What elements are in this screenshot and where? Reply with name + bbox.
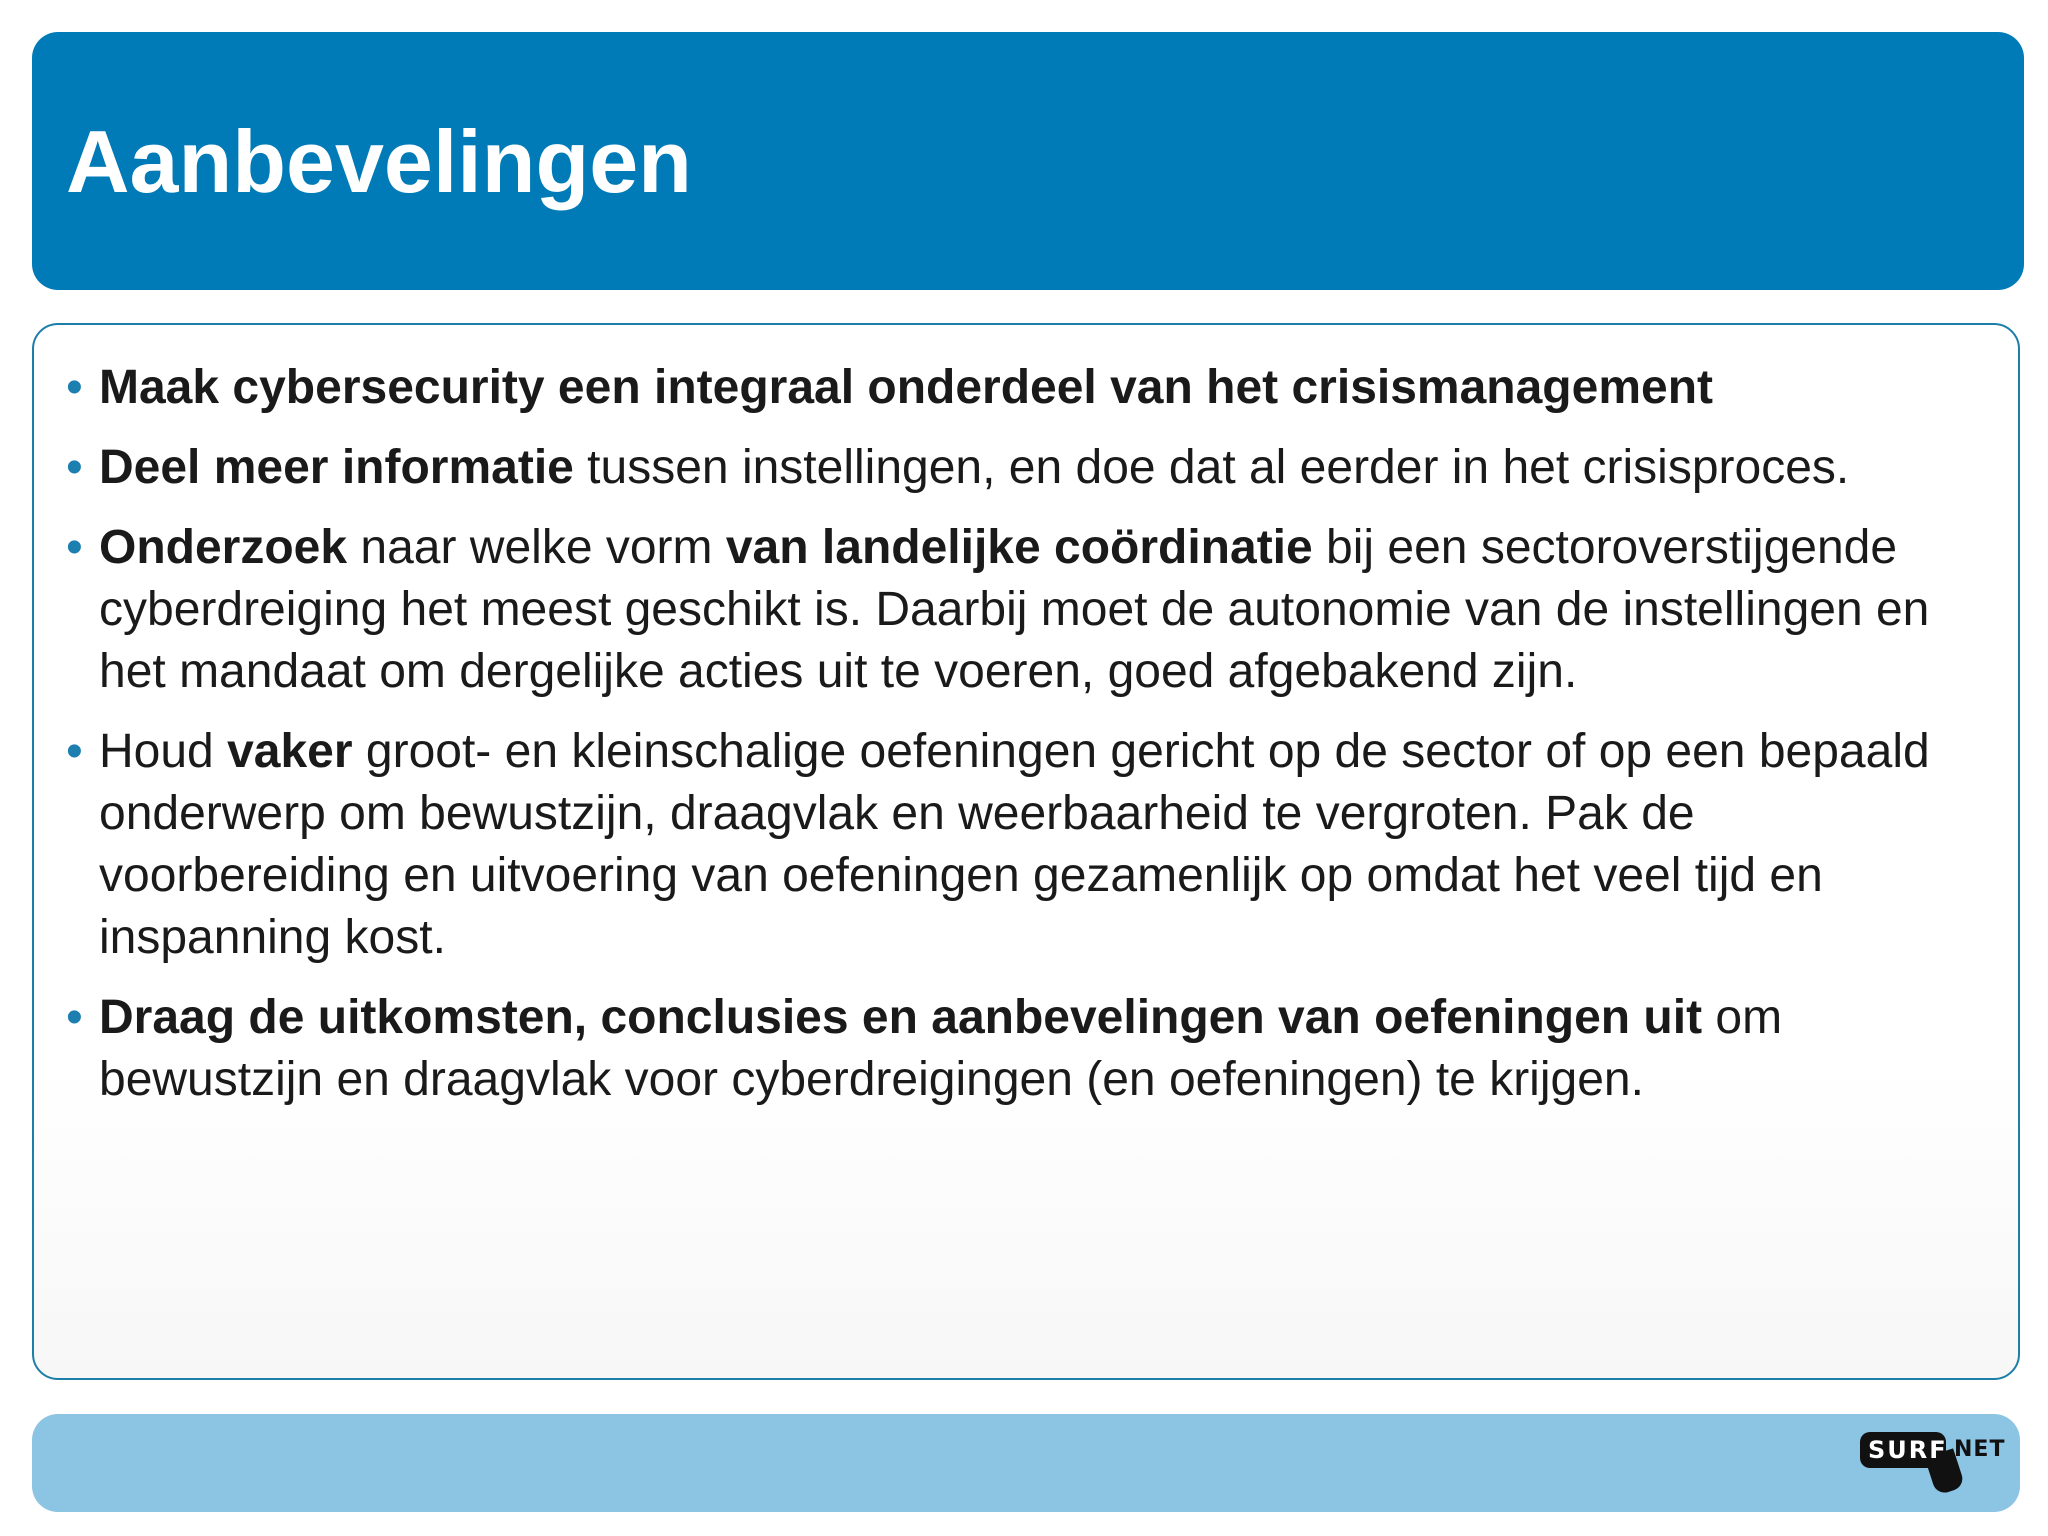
bullet-text: groot- en kleinschalige oefeningen gericht op de sector of op een bepaald onderwerp om bewustzijn, draagvlak en weerbaarheid te vergroten. Pak de voorbereiding en uitvoering van oefeningen gezamenlijk op omdat het veel tijd en inspanning kost. — [99, 725, 1930, 964]
bullet-text-bold: Deel meer informatie — [99, 441, 574, 494]
surfnet-logo — [1860, 1428, 2010, 1498]
bullet-dot-icon: • — [66, 441, 83, 494]
bullet-text: naar welke vorm — [347, 521, 726, 574]
logo-surf-text: SURF — [1868, 1436, 1948, 1464]
bullet-list — [34, 357, 1994, 1129]
content-box — [32, 323, 2020, 1380]
bullet-item — [34, 987, 1994, 1111]
bullet-text-bold: vaker — [227, 725, 353, 778]
bullet-text-bold: van landelijke coördinatie — [725, 521, 1313, 574]
bullet-dot-icon: • — [66, 361, 83, 414]
bullet-text-bold: Onderzoek — [99, 521, 348, 574]
title-bar — [32, 32, 2024, 290]
bullet-dot-icon: • — [66, 991, 83, 1044]
bullet-item — [34, 357, 1994, 419]
slide-title: Aanbevelingen — [66, 112, 692, 211]
bullet-item — [34, 437, 1994, 499]
bullet-text-bold: Maak cybersecurity een integraal onderdeel van het crisismanagement — [99, 361, 1713, 414]
bullet-item — [34, 721, 1994, 969]
bullet-text: Houd — [99, 725, 228, 778]
bullet-dot-icon: • — [66, 725, 83, 778]
bullet-text: tussen instellingen, en doe dat al eerder in het crisisproces. — [573, 441, 1850, 494]
bullet-text: bij een sectoroverstijgende cyberdreiging het meest geschikt is. Daarbij moet de autonomie van de instellingen en het mandaat om dergelijke acties uit te voeren, goed afgebakend zijn. — [99, 521, 1930, 698]
bullet-text: om bewustzijn en draagvlak voor cyberdreigingen (en oefeningen) te krijgen. — [99, 991, 1783, 1106]
bullet-item — [34, 517, 1994, 703]
bullet-text-bold: Draag de uitkomsten, conclusies en aanbevelingen van oefeningen uit — [99, 991, 1703, 1044]
footer-bar — [32, 1414, 2020, 1512]
logo-net-text: NET — [1954, 1437, 2006, 1462]
bullet-dot-icon: • — [66, 521, 83, 574]
